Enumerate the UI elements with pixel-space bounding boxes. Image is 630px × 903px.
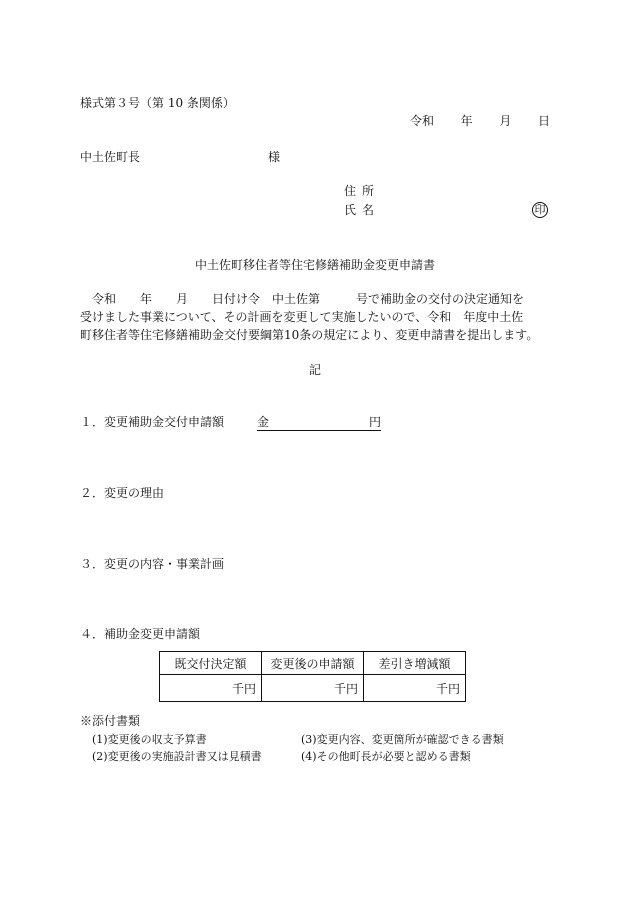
attachment-item: (1)変更後の収支予算書	[92, 733, 207, 746]
header-revised-amount: 変更後の申請額	[262, 652, 364, 675]
body-line: 受けました事業について、その計画を変更して実施したいので、令和 年度中土佐	[80, 310, 524, 324]
date-year: 年	[460, 114, 473, 128]
item-2-label: ２．変更の理由	[80, 486, 165, 500]
difference-cell[interactable]: 千円	[364, 675, 466, 702]
recipient-name: 中土佐町長	[80, 150, 141, 164]
attachment-item: (3)変更内容、変更箇所が確認できる書類	[301, 733, 504, 746]
date-day: 日	[537, 114, 550, 128]
item-3-label: ３．変更の内容・事業計画	[80, 557, 225, 571]
document-title: 中土佐町移住者等住宅修繕補助金変更申請書	[194, 258, 435, 272]
table-header-row	[160, 652, 466, 675]
item-4-label: ４．補助金変更申請額	[80, 627, 201, 641]
attachment-item: (2)変更後の実施設計書又は見積書	[92, 750, 262, 763]
ki-heading: 記	[308, 363, 321, 377]
address-label: 住所	[344, 184, 381, 198]
item-1-amount	[257, 415, 381, 431]
approved-amount-cell[interactable]: 千円	[160, 675, 262, 702]
header-difference: 差引き増減額	[364, 652, 466, 675]
attachment-item: (4)その他町長が必要と認める書類	[301, 750, 471, 763]
body-paragraph	[80, 290, 552, 344]
form-number: 様式第３号（第 10 条関係）	[80, 96, 235, 110]
body-line: 町移住者等住宅修繕補助金交付要綱第10条の規定により、変更申請書を提出します。	[80, 328, 539, 342]
revised-amount-cell[interactable]: 千円	[262, 675, 364, 702]
body-line: 令和 年 月 日付け令 中土佐第 号で補助金の交付の決定通知を	[80, 292, 525, 306]
attachments-title: ※添付書類	[80, 714, 141, 728]
table-row	[160, 675, 466, 702]
seal-mark: 印	[532, 202, 548, 218]
date-line	[410, 114, 550, 128]
header-approved-amount: 既交付決定額	[160, 652, 262, 675]
amount-unit: 円	[368, 415, 381, 429]
amount-prefix: 金	[257, 415, 270, 429]
date-era: 令和	[410, 114, 435, 128]
item-1-label: １．変更補助金交付申請額	[80, 415, 225, 429]
recipient-honorific: 様	[267, 150, 280, 164]
grant-amount-table	[159, 651, 466, 702]
name-label: 氏名	[344, 203, 381, 217]
recipient	[80, 150, 280, 164]
date-month: 月	[499, 114, 512, 128]
